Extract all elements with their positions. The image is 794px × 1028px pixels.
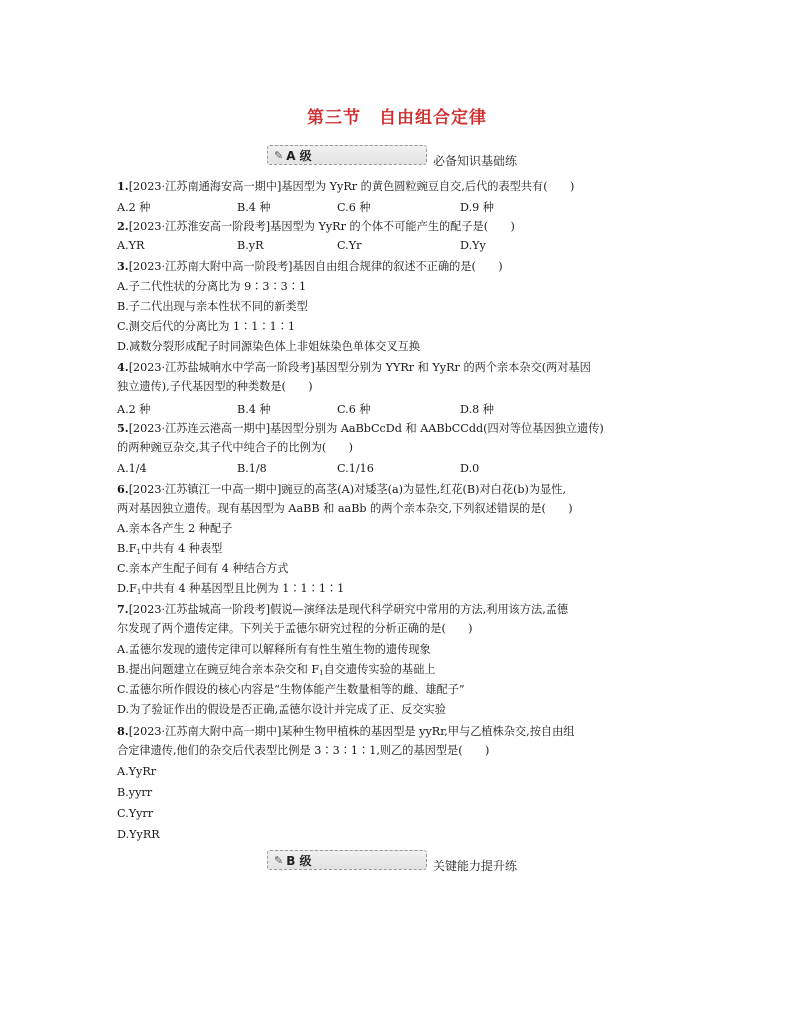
level-b-header xyxy=(267,848,517,872)
question-6 xyxy=(117,482,566,497)
question-stem: [2023·江苏南大附中高一期中]某种生物甲植株的基因型是 yyRr,甲与乙植株杂交,按自由组 xyxy=(128,725,575,738)
pencil-icon: ✎ xyxy=(274,148,284,162)
question-8 xyxy=(117,724,574,739)
level-b-badge xyxy=(267,850,427,870)
option-d xyxy=(117,582,344,599)
question-1 xyxy=(117,179,574,194)
option-c: C.1/16 xyxy=(337,462,374,475)
question-4 xyxy=(117,360,591,375)
option-a: A.YR xyxy=(117,239,145,252)
level-a-label: A 级 xyxy=(286,148,312,163)
page-title xyxy=(117,103,677,128)
question-number: 6. xyxy=(117,482,129,496)
option-c: C.Yr xyxy=(337,239,362,252)
option-a: A.2 种 xyxy=(117,201,151,214)
level-b-subtitle: 关键能力提升练 xyxy=(433,858,518,873)
option-b: B.yR xyxy=(237,239,264,252)
option-b: B.1/8 xyxy=(237,462,267,475)
question-stem: [2023·江苏盐城响水中学高一阶段考]基因型分别为 YYRr 和 YyRr 的两个亲本杂交(两对基因 xyxy=(128,361,591,374)
level-a-header xyxy=(267,143,517,167)
option-d: D.为了验证作出的假设是否正确,孟德尔设计并完成了正、反交实验 xyxy=(117,703,446,716)
question-number: 7. xyxy=(117,602,129,616)
option-d: D.Yy xyxy=(460,239,486,252)
question-stem-continued: 合定律遗传,他们的杂交后代表型比例是 3∶3∶1∶1,则乙的基因型是( ) xyxy=(117,744,490,757)
option-c: C.6 种 xyxy=(337,201,371,214)
question-stem-continued: 的两种豌豆杂交,其子代中纯合子的比例为( ) xyxy=(117,441,354,454)
option-text: D.F xyxy=(117,582,137,595)
question-number: 5. xyxy=(117,421,129,435)
question-5-options xyxy=(117,462,637,476)
question-stem: [2023·江苏淮安高一阶段考]基因型为 YyRr 的个体不可能产生的配子是( ) xyxy=(128,220,515,233)
option-d: D.8 种 xyxy=(460,403,494,416)
question-3 xyxy=(117,259,503,274)
question-stem: [2023·江苏南通海安高一期中]基因型为 YyRr 的黄色圆粒豌豆自交,后代的表型共有( ) xyxy=(128,180,575,193)
subscript: 1 xyxy=(136,548,142,556)
option-text: B.F xyxy=(117,542,137,555)
question-2-options xyxy=(117,239,637,253)
option-d: D.YyRR xyxy=(117,828,160,841)
pencil-icon: ✎ xyxy=(274,853,284,867)
question-stem: [2023·江苏镇江一中高一期中]豌豆的高茎(A)对矮茎(a)为显性,红花(B)对白花(b)为显性, xyxy=(128,483,567,496)
question-number: 4. xyxy=(117,360,129,374)
question-7 xyxy=(117,602,568,617)
option-c: C.亲本产生配子间有 4 种结合方式 xyxy=(117,562,289,575)
question-5 xyxy=(117,421,604,436)
subscript: 1 xyxy=(136,588,142,596)
question-stem-continued: 独立遗传),子代基因型的种类数是( ) xyxy=(117,380,313,393)
question-stem: [2023·江苏盐城高一阶段考]假说—演绎法是现代科学研究中常用的方法,利用该方法,孟德 xyxy=(128,603,569,616)
level-a-subtitle: 必备知识基础练 xyxy=(433,153,518,168)
question-number: 8. xyxy=(117,724,129,738)
option-a: A.子二代性状的分离比为 9∶3∶3∶1 xyxy=(117,280,307,293)
title-section: 第三节 xyxy=(307,108,361,128)
question-stem-continued: 两对基因独立遗传。现有基因型为 AaBB 和 aaBb 的两个亲本杂交,下列叙述错误的是( ) xyxy=(117,502,573,515)
option-b: B.yyrr xyxy=(117,786,153,799)
option-c: C.Yyrr xyxy=(117,807,154,820)
option-a: A.YyRr xyxy=(117,765,157,778)
question-stem: [2023·江苏连云港高一期中]基因型分别为 AaBbCcDd 和 AABbCCdd(四对等位基因独立遗传) xyxy=(128,422,604,435)
option-d: D.9 种 xyxy=(460,201,494,214)
option-b xyxy=(117,542,222,559)
question-number: 3. xyxy=(117,259,129,273)
question-number: 1. xyxy=(117,179,129,193)
question-4-options xyxy=(117,401,637,415)
option-b xyxy=(117,663,435,680)
level-a-badge xyxy=(267,145,427,165)
option-a: A.1/4 xyxy=(117,462,147,475)
subscript: 1 xyxy=(319,669,324,677)
option-text: 中共有 4 种表型 xyxy=(141,542,223,555)
title-topic: 自由组合定律 xyxy=(379,108,487,128)
option-c: C.6 种 xyxy=(337,403,371,416)
question-stem: [2023·江苏南大附中高一阶段考]基因自由组合规律的叙述不正确的是( ) xyxy=(128,260,503,273)
option-a: A.亲本各产生 2 种配子 xyxy=(117,522,233,535)
option-text: 自交遗传实验的基础上 xyxy=(323,663,436,676)
option-b: B.子二代出现与亲本性状不同的新类型 xyxy=(117,300,308,313)
option-b: B.4 种 xyxy=(237,403,271,416)
question-2 xyxy=(117,219,515,234)
option-d: D.减数分裂形成配子时同源染色体上非姐妹染色单体交叉互换 xyxy=(117,340,421,353)
document-page xyxy=(117,0,677,1028)
option-c: C.孟德尔所作假设的核心内容是“生物体能产生数量相等的雌、雄配子” xyxy=(117,683,465,696)
option-text: 中共有 4 种基因型且比例为 1∶1∶1∶1 xyxy=(141,582,345,595)
level-b-label: B 级 xyxy=(286,853,312,868)
option-text: B.提出问题建立在豌豆纯合亲本杂交和 F xyxy=(117,663,320,676)
option-a: A.孟德尔发现的遗传定律可以解释所有有性生殖生物的遗传现象 xyxy=(117,643,431,656)
question-number: 2. xyxy=(117,219,129,233)
option-c: C.测交后代的分离比为 1∶1∶1∶1 xyxy=(117,320,295,333)
option-d: D.0 xyxy=(460,462,480,475)
option-b: B.4 种 xyxy=(237,201,271,214)
option-a: A.2 种 xyxy=(117,403,151,416)
question-stem-continued: 尔发现了两个遗传定律。下列关于孟德尔研究过程的分析正确的是( ) xyxy=(117,622,473,635)
question-1-options xyxy=(117,199,637,213)
